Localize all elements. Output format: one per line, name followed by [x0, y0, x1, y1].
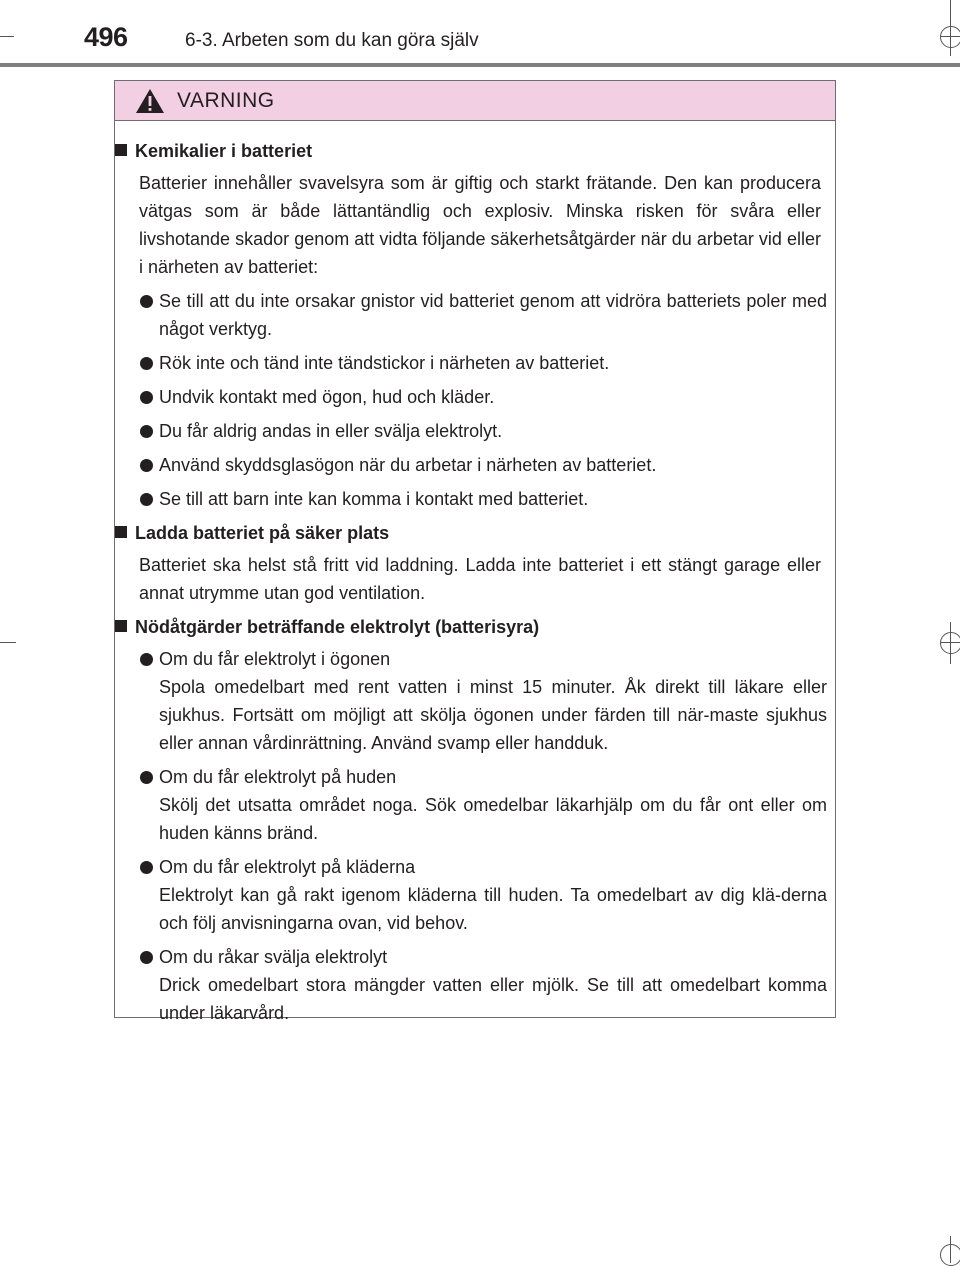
- round-bullet-icon: [140, 425, 153, 438]
- list-item: [115, 383, 827, 411]
- round-bullet-icon: [140, 951, 153, 964]
- list-item-body: Spola omedelbart med rent vatten i minst 15 minuter. Åk direkt till läkare eller sjukhus. Fortsätt om möjligt att skölja ögonen under färden till när-maste sjukhus eller annan vårdinrättning. Använd svamp eller handduk.: [159, 677, 827, 753]
- list-item-title: Om du får elektrolyt på kläderna: [159, 857, 416, 877]
- warning-header: [115, 81, 835, 121]
- list-item-text: Se till att du inte orsakar gnistor vid batteriet genom att vidröra batteriets poler med något verktyg.: [159, 291, 827, 339]
- page-number: 496: [84, 22, 128, 52]
- list-item: [115, 417, 827, 445]
- list-item-text: Rök inte och tänd inte tändstickor i närheten av batteriet.: [159, 353, 610, 373]
- list-item-text: Använd skyddsglasögon när du arbetar i närheten av batteriet.: [159, 455, 657, 475]
- round-bullet-icon: [140, 459, 153, 472]
- topic-heading: [115, 519, 827, 547]
- square-bullet-icon: [115, 144, 127, 156]
- warning-body: [115, 121, 835, 1027]
- topic-heading: [115, 137, 827, 165]
- section-title: 6-3. Arbeten som du kan göra själv: [185, 30, 479, 51]
- list-item-text: [159, 645, 827, 757]
- list-item: [115, 451, 827, 479]
- round-bullet-icon: [140, 861, 153, 874]
- round-bullet-icon: [140, 771, 153, 784]
- list-item: [115, 763, 827, 847]
- list-item: [115, 349, 827, 377]
- list-item: [115, 645, 827, 757]
- registration-mark-mid-right: [940, 632, 960, 654]
- topic-paragraph: Batteriet ska helst stå fritt vid laddning. Ladda inte batteriet i ett stängt garage eller annat utrymme utan god ventilation.: [139, 555, 821, 603]
- list-item-title: Om du får elektrolyt i ögonen: [159, 649, 391, 669]
- warning-box: [114, 80, 836, 1023]
- list-item-text: [159, 943, 827, 1027]
- crop-mark-top-left: [0, 36, 14, 37]
- list-item-text: [159, 853, 827, 937]
- list-item-body: Skölj det utsatta området noga. Sök omedelbar läkarhjälp om du får ont eller om huden känns bränd.: [159, 795, 827, 843]
- list-item: [115, 943, 827, 1027]
- crop-mark-mid-left: [0, 642, 16, 643]
- list-item-text: [159, 763, 827, 847]
- list-item: [115, 485, 827, 513]
- list-item-text: Undvik kontakt med ögon, hud och kläder.: [159, 387, 495, 407]
- list-item-body: Elektrolyt kan gå rakt igenom kläderna till huden. Ta omedelbart av dig klä-derna och följ anvisningarna ovan, vid behov.: [159, 885, 827, 933]
- round-bullet-icon: [140, 357, 153, 370]
- list-item: [115, 287, 827, 343]
- header-rule: [0, 63, 960, 67]
- topic-paragraph: Batterier innehåller svavelsyra som är giftig och starkt frätande. Den kan producera vätgas som är både lättantändlig och explosiv. Minska risken för svåra eller livshotande skador genom att vidta följande säkerhetsåtgärder när du arbetar vid eller i närheten av batteriet:: [139, 173, 821, 277]
- topic-heading: [115, 613, 827, 641]
- round-bullet-icon: [140, 295, 153, 308]
- list-item-title: Om du får elektrolyt på huden: [159, 767, 397, 787]
- round-bullet-icon: [140, 391, 153, 404]
- round-bullet-icon: [140, 653, 153, 666]
- list-item: [115, 853, 827, 937]
- list-item-text: Du får aldrig andas in eller svälja elektrolyt.: [159, 421, 503, 441]
- list-item-text: Se till att barn inte kan komma i kontakt med batteriet.: [159, 489, 589, 509]
- list-item-title: Om du råkar svälja elektrolyt: [159, 947, 388, 967]
- warning-title: VARNING: [177, 88, 275, 112]
- warning-triangle-icon: [135, 88, 165, 114]
- square-bullet-icon: [115, 526, 127, 538]
- round-bullet-icon: [140, 493, 153, 506]
- topic-heading-text: Nödåtgärder beträffande elektrolyt (batterisyra): [135, 617, 540, 637]
- topic-heading-text: Ladda batteriet på säker plats: [135, 523, 390, 543]
- square-bullet-icon: [115, 620, 127, 632]
- registration-mark-top-right: [940, 26, 960, 48]
- list-item-body: Drick omedelbart stora mängder vatten eller mjölk. Se till att omedelbart komma under läkarvård.: [159, 975, 827, 1023]
- topic-heading-text: Kemikalier i batteriet: [135, 141, 313, 161]
